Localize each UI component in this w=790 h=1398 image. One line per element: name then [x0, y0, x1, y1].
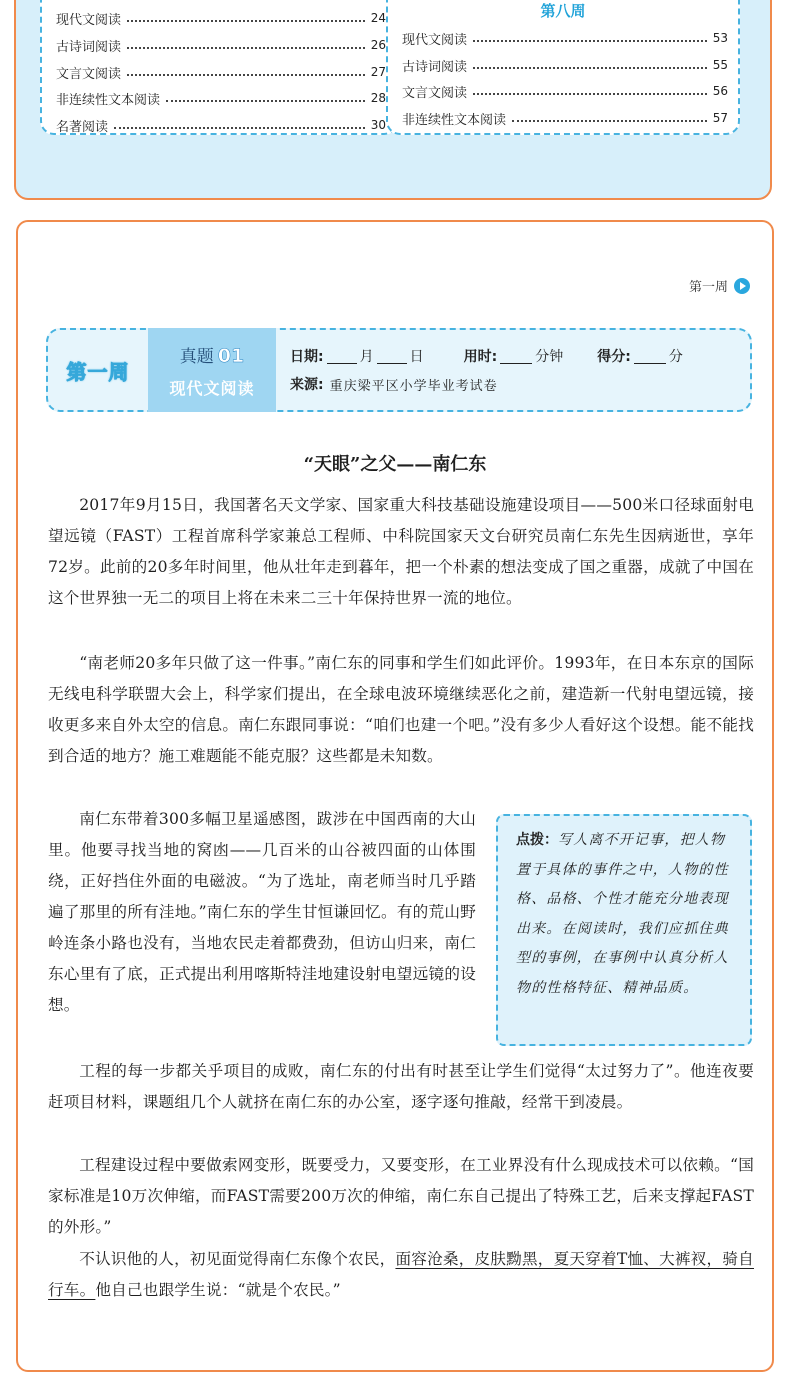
toc-item-page: 56: [712, 84, 728, 98]
source-value: 重庆梁平区小学毕业考试卷: [329, 378, 498, 394]
toc-item-title: 非连续性文本阅读: [402, 112, 507, 128]
toc-item[interactable]: [402, 79, 728, 103]
table-of-contents-panel: [14, 0, 772, 200]
toc-item-page: 26: [370, 38, 386, 52]
article-paragraph: 工程建设过程中要做索网变形，既要受力，又要变形，在工业界没有什么现成技术可以依赖。“国家标准是10万次伸缩，而FAST需要200万次的伸缩，南仁东自己提出了特殊工艺，后来支撑起FAST的外形。”: [48, 1156, 754, 1236]
toc-item-page: 28: [370, 91, 386, 105]
toc-item[interactable]: [56, 33, 386, 57]
page-panel: [16, 220, 774, 1372]
badge-number: 01: [217, 345, 245, 367]
toc-item-title: 非连续性文本阅读: [56, 92, 161, 108]
week-nav-label: 第一周: [688, 280, 728, 295]
toc-item-page: 55: [712, 58, 728, 72]
day-blank[interactable]: [377, 349, 407, 364]
exercise-header-banner: [46, 328, 752, 412]
toc-item[interactable]: [402, 106, 728, 130]
toc-item[interactable]: [56, 86, 386, 110]
article-title: “天眼”之父——南仁东: [303, 454, 487, 475]
toc-leader-dots: [473, 92, 707, 95]
toc-item[interactable]: [56, 113, 386, 137]
toc-item-title: 现代文阅读: [402, 32, 468, 48]
toc-item-page: 24: [370, 11, 386, 25]
time-blank[interactable]: [500, 349, 532, 364]
source-label: 来源:: [290, 377, 324, 393]
toc-item-page: 27: [370, 65, 386, 79]
badge-subtitle: 现代文阅读: [169, 379, 255, 398]
toc-leader-dots: [473, 39, 707, 42]
article-paragraph: [48, 1244, 754, 1306]
toc-left-column: [40, 0, 398, 135]
exercise-info: [290, 342, 738, 406]
time-unit: 分钟: [535, 349, 564, 365]
toc-item-title: 文言文阅读: [56, 66, 122, 82]
toc-leader-dots: [512, 119, 707, 122]
paragraph-text: 不认识他的人，初见面觉得南仁东像个农民，: [79, 1250, 396, 1268]
toc-leader-dots: [127, 73, 365, 76]
toc-item-page: 30: [370, 118, 386, 132]
tip-label: 点拨：: [516, 832, 558, 848]
toc-item[interactable]: [56, 60, 386, 84]
week-nav-link[interactable]: [689, 276, 750, 295]
toc-leader-dots: [166, 99, 365, 102]
toc-week-heading: 第八周: [540, 2, 586, 20]
article-paragraph: 南仁东带着300多幅卫星遥感图，跋涉在中国西南的大山里。他要寻找当地的窝凼——几百米的山谷被四面的山体围绕，正好挡住外面的电磁波。“为了选址，南老师当时几乎踏遍了那里的所有洼地。”南仁东的学生甘恒谦回忆。有的荒山野岭连条小路也没有，当地农民走着都费劲，但访山归来，南仁东心里有了底，正式提出利用喀斯特洼地建设射电望远镜的设想。: [48, 810, 476, 1014]
toc-item[interactable]: [402, 26, 728, 50]
toc-item-title: 现代文阅读: [56, 12, 122, 28]
month-blank[interactable]: [327, 349, 357, 364]
banner-week-label: 第一周: [66, 359, 130, 384]
toc-item-title: 古诗词阅读: [56, 39, 122, 55]
toc-item-page: 57: [712, 111, 728, 125]
toc-item-title: 古诗词阅读: [402, 59, 468, 75]
month-unit: 月: [359, 349, 374, 365]
toc-item[interactable]: [402, 53, 728, 77]
score-unit: 分: [668, 349, 683, 365]
toc-right-column: [386, 0, 740, 135]
toc-item-title: 文言文阅读: [402, 85, 468, 101]
day-unit: 日: [409, 349, 424, 365]
exercise-badge: [148, 328, 276, 412]
underlined-text: 面容沧桑，皮肤黝黑，夏天穿着T恤、大裤衩，骑自行车。: [48, 1250, 754, 1299]
score-label: 得分:: [597, 349, 631, 365]
paragraph-text: 他自己也跟学生说：“就是个农民。”: [95, 1281, 341, 1299]
toc-item-title: 名著阅读: [56, 119, 109, 135]
toc-leader-dots: [127, 19, 365, 22]
article-paragraph: “南老师20多年只做了这一件事。”南仁东的同事和学生们如此评价。1993年，在日本东京的国际无线电科学联盟大会上，科学家们提出，在全球电波环境继续恶化之前，建造新一代射电望远镜，接收更多来自外太空的信息。南仁东跟同事说：“咱们也建一个吧。”没有多少人看好这个设想。能不能找到合适的地方？施工难题能不能克服？这些都是未知数。: [48, 654, 754, 765]
toc-item[interactable]: [56, 6, 386, 30]
time-label: 用时:: [463, 349, 498, 365]
badge-label: 真题: [179, 347, 214, 367]
toc-leader-dots: [473, 66, 707, 69]
article-paragraph: 工程的每一步都关乎项目的成败，南仁东的付出有时甚至让学生们觉得“太过努力了”。他连夜要赶项目材料，课题组几个人就挤在南仁东的办公室，逐字逐句推敲，经常干到凌晨。: [48, 1062, 754, 1111]
date-label: 日期:: [290, 349, 324, 365]
play-arrow-icon: [734, 278, 750, 294]
toc-leader-dots: [127, 46, 365, 49]
tip-box: [496, 814, 752, 1046]
toc-leader-dots: [114, 126, 365, 129]
tip-text: 写人离不开记事，把人物置于具体的事件之中，人物的性格、品格、个性才能充分地表现出来。在阅读时，我们应抓住典型的事例，在事例中认真分析人物的性格特征、精神品质。: [516, 832, 729, 996]
article-paragraph: 2017年9月15日，我国著名天文学家、国家重大科技基础设施建设项目——500米口径球面射电望远镜（FAST）工程首席科学家兼总工程师、中科院国家天文台研究员南仁东先生因病逝世，享年72岁。此前的20多年时间里，他从壮年走到暮年，把一个朴素的想法变成了国之重器，成就了中国在这个世界独一无二的项目上将在未来二三十年保持世界一流的地位。: [48, 496, 754, 607]
toc-item-page: 53: [712, 31, 728, 45]
score-blank[interactable]: [634, 349, 666, 364]
